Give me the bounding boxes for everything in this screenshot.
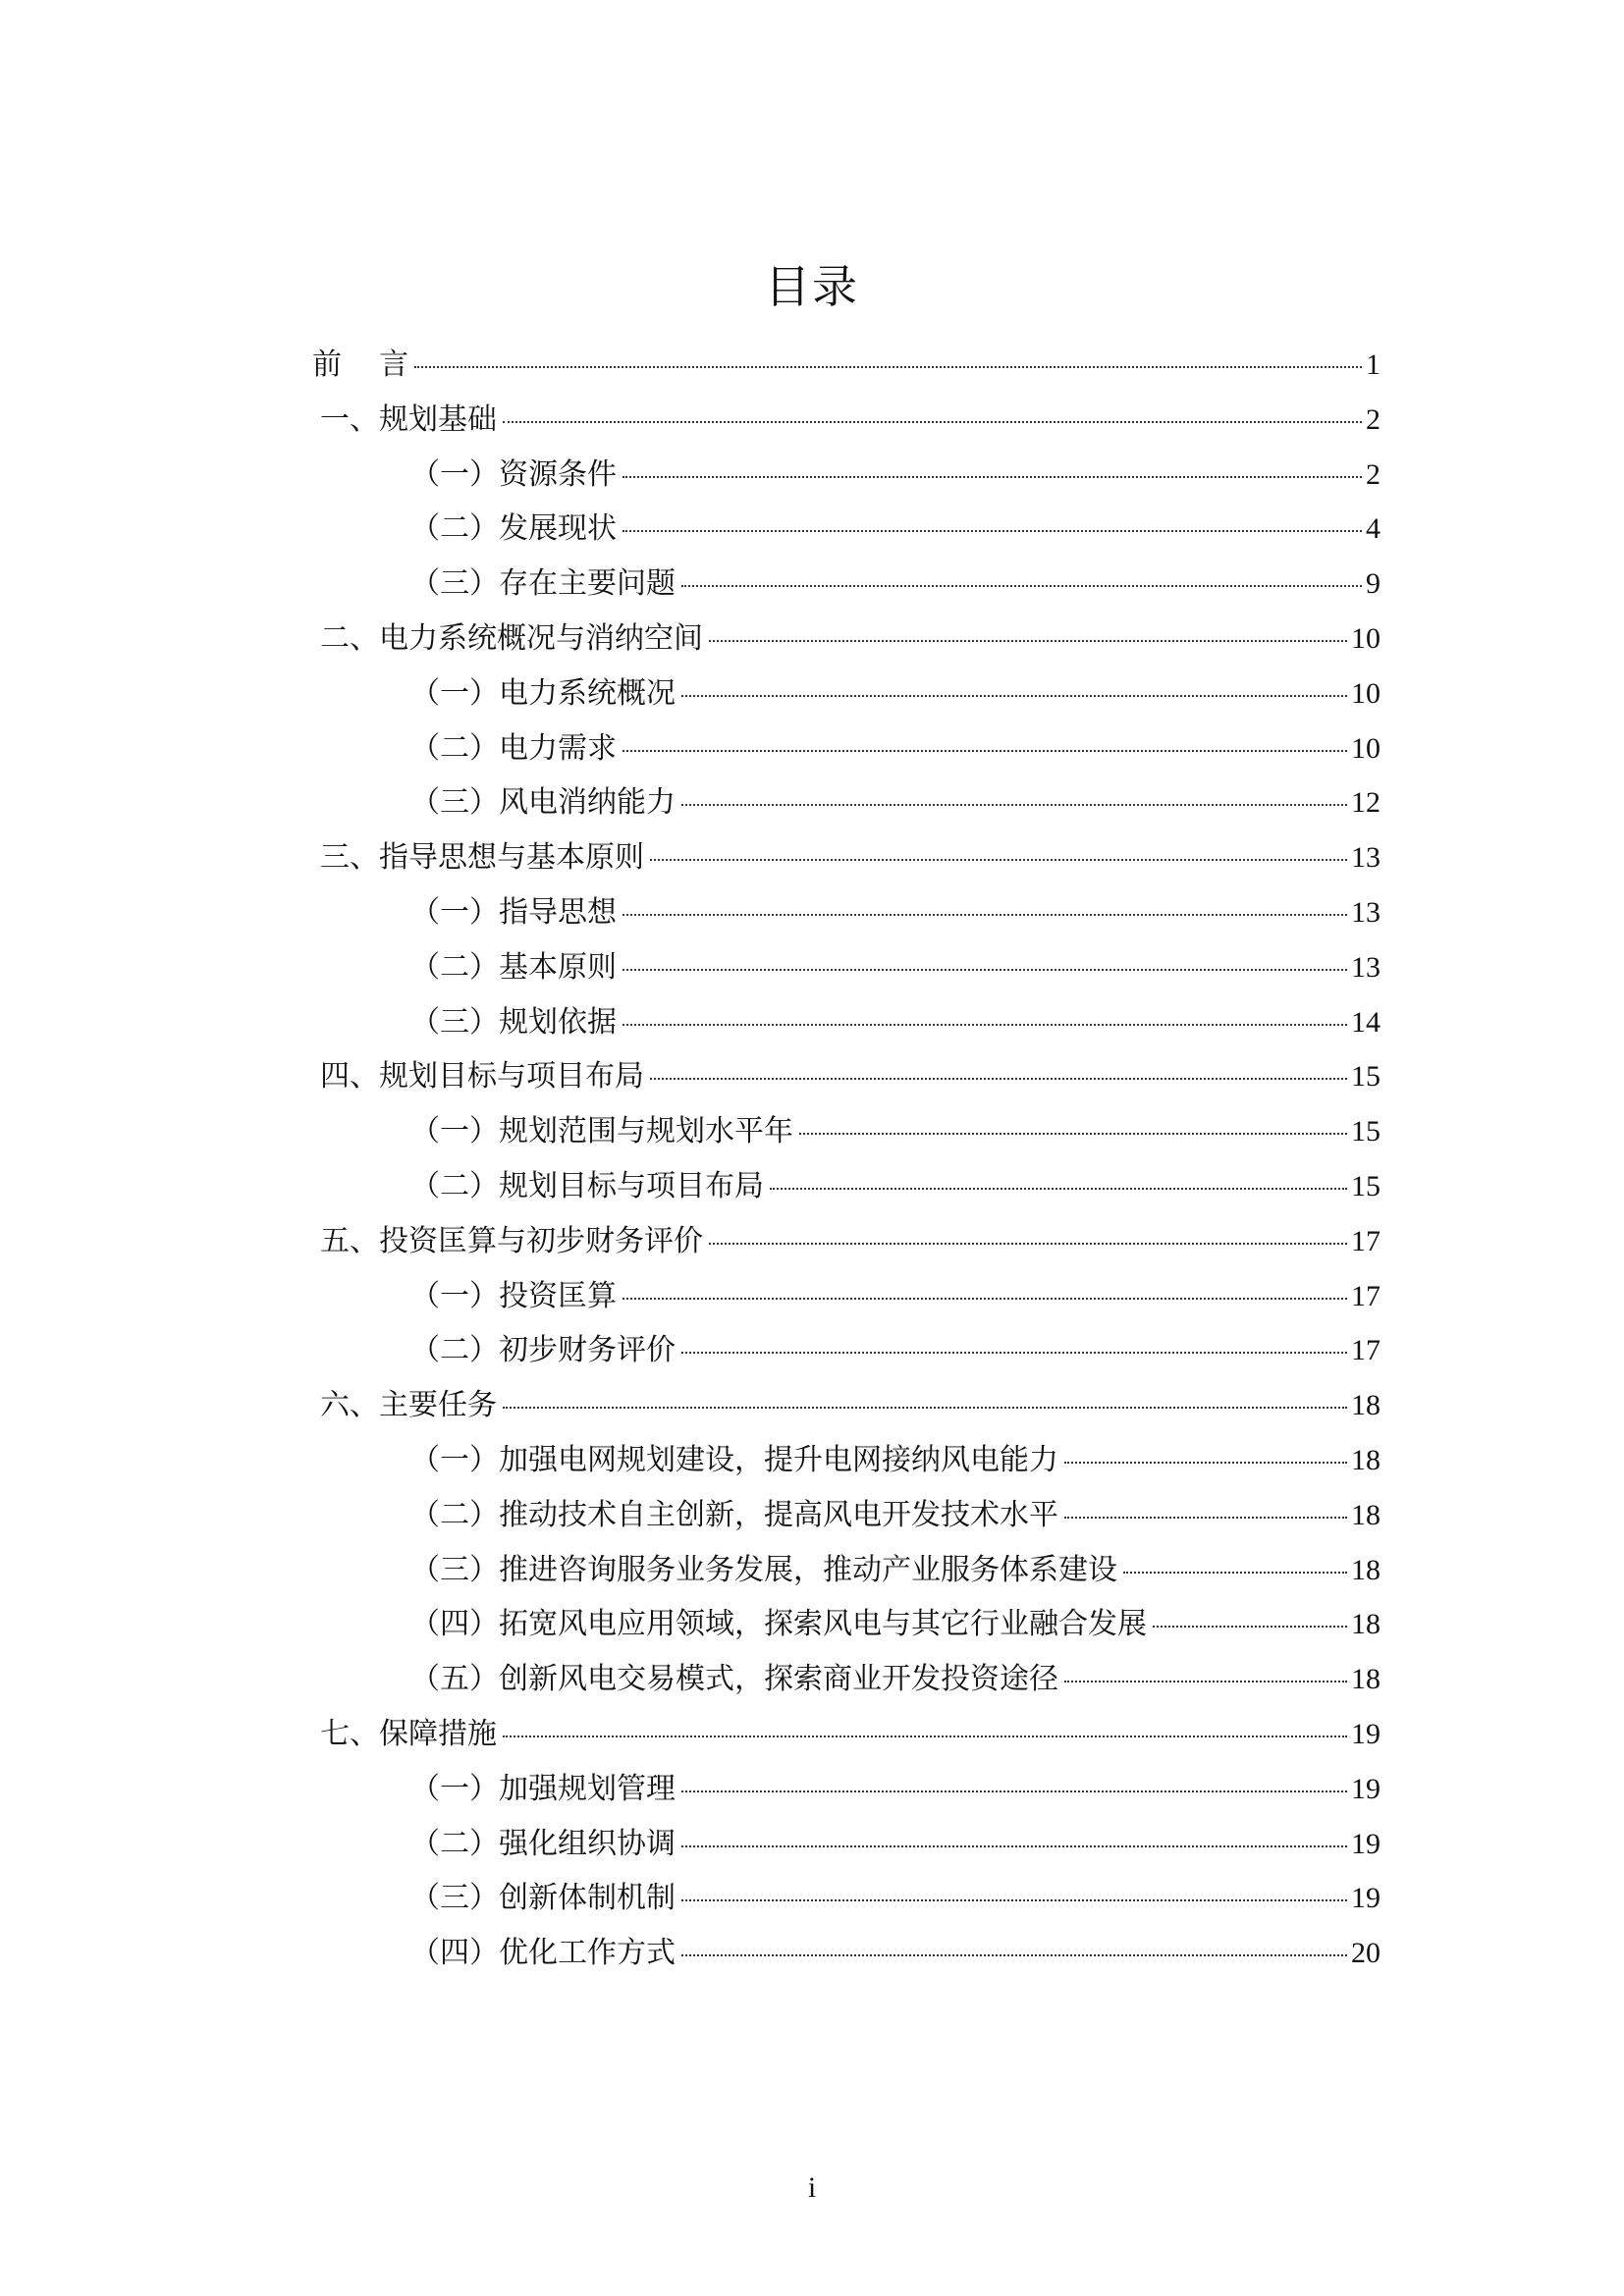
toc-entry[interactable]: [312, 1443, 1380, 1498]
toc-entry-title: （一）规划范围与规划水平年: [410, 1114, 793, 1149]
toc-entry-title: （三）存在主要问题: [410, 566, 676, 602]
toc-dot-leader: [709, 1243, 1347, 1245]
toc-entry[interactable]: [312, 1388, 1380, 1443]
toc-entry-title: 五、投资匡算与初步财务评价: [320, 1223, 703, 1258]
toc-entry[interactable]: [312, 1553, 1380, 1608]
toc-dot-leader: [503, 1735, 1347, 1737]
toc-entry-page: 18: [1351, 1608, 1380, 1641]
toc-entry-page: 1: [1366, 348, 1380, 381]
toc-dot-leader: [1064, 1681, 1347, 1682]
toc-dot-leader: [681, 585, 1362, 587]
toc-entry-title: 四、规划目标与项目布局: [320, 1059, 644, 1095]
toc-dot-leader: [1123, 1572, 1347, 1574]
toc-entry-title: （三）风电消纳能力: [410, 785, 676, 821]
toc-entry-title: （二）发展现状: [410, 511, 617, 547]
toc-entry-page: 13: [1351, 841, 1380, 875]
page-title: 目录: [765, 260, 859, 313]
toc-entry-page: 18: [1351, 1498, 1380, 1531]
toc-entry-title: （二）初步财务评价: [410, 1333, 676, 1368]
toc-entry-page: 19: [1351, 1772, 1380, 1805]
table-of-contents: [312, 347, 1380, 1991]
toc-entry-title: （一）资源条件: [410, 456, 617, 492]
toc-dot-leader: [650, 1078, 1347, 1080]
toc-entry-page: 4: [1366, 512, 1380, 546]
toc-entry[interactable]: [312, 676, 1380, 731]
toc-dot-leader: [681, 1790, 1347, 1792]
toc-entry[interactable]: [312, 1881, 1380, 1936]
toc-dot-leader: [503, 1407, 1347, 1409]
toc-entry[interactable]: [312, 1498, 1380, 1553]
toc-entry-title: （二）规划目标与项目布局: [410, 1168, 764, 1203]
toc-entry-page: 10: [1351, 731, 1380, 765]
toc-entry-page: 13: [1351, 895, 1380, 929]
toc-entry[interactable]: [312, 840, 1380, 895]
toc-entry-title: （三）推进咨询服务业务发展，推动产业服务体系建设: [410, 1552, 1117, 1587]
toc-entry-page: 15: [1351, 1169, 1380, 1202]
toc-entry-title: （四）优化工作方式: [410, 1936, 676, 1971]
toc-entry-page: 15: [1351, 1060, 1380, 1094]
toc-entry[interactable]: [312, 511, 1380, 566]
toc-entry-title: （四）拓宽风电应用领域，探索风电与其它行业融合发展: [410, 1607, 1147, 1642]
toc-entry-title: （三）规划依据: [410, 1004, 617, 1040]
toc-dot-leader: [623, 969, 1347, 971]
toc-dot-leader: [623, 914, 1347, 916]
toc-entry[interactable]: [312, 785, 1380, 840]
toc-entry[interactable]: [312, 457, 1380, 512]
toc-entry-title: 七、保障措施: [320, 1716, 497, 1751]
toc-entry[interactable]: [312, 402, 1380, 457]
toc-entry-page: 18: [1351, 1443, 1380, 1476]
toc-entry-page: 18: [1351, 1553, 1380, 1586]
toc-entry-page: 13: [1351, 950, 1380, 984]
toc-entry-page: 19: [1351, 1717, 1380, 1750]
toc-dot-leader: [1153, 1626, 1347, 1628]
toc-dot-leader: [650, 859, 1347, 861]
toc-entry[interactable]: [312, 1772, 1380, 1827]
toc-entry-title: （二）推动技术自主创新，提高风电开发技术水平: [410, 1497, 1058, 1532]
toc-entry[interactable]: [312, 1662, 1380, 1717]
toc-entry[interactable]: [312, 621, 1380, 676]
toc-entry[interactable]: [312, 1005, 1380, 1060]
toc-entry-title: 一、规划基础: [320, 401, 497, 437]
toc-entry[interactable]: [312, 347, 1380, 402]
toc-entry[interactable]: [312, 1279, 1380, 1334]
toc-dot-leader: [623, 476, 1362, 478]
toc-dot-leader: [623, 530, 1362, 532]
toc-entry-page: 18: [1351, 1389, 1380, 1422]
toc-entry[interactable]: [312, 1059, 1380, 1114]
toc-entry[interactable]: [312, 1607, 1380, 1662]
toc-entry[interactable]: [312, 566, 1380, 621]
toc-entry[interactable]: [312, 1114, 1380, 1169]
toc-entry-title: （一）加强规划管理: [410, 1771, 676, 1806]
toc-entry-page: 14: [1351, 1005, 1380, 1039]
toc-entry-title: 前 言: [312, 347, 409, 382]
toc-entry-page: 10: [1351, 621, 1380, 655]
toc-entry-page: 20: [1351, 1937, 1380, 1970]
toc-entry-page: 15: [1351, 1115, 1380, 1148]
toc-entry-page: 9: [1366, 567, 1380, 601]
toc-dot-leader: [681, 1899, 1347, 1901]
toc-entry[interactable]: [312, 1717, 1380, 1772]
toc-entry[interactable]: [312, 950, 1380, 1005]
toc-entry[interactable]: [312, 895, 1380, 950]
toc-entry-title: （一）加强电网规划建设，提升电网接纳风电能力: [410, 1442, 1058, 1477]
toc-dot-leader: [709, 640, 1347, 642]
toc-entry[interactable]: [312, 1333, 1380, 1388]
toc-dot-leader: [681, 804, 1347, 806]
toc-entry-title: 六、主要任务: [320, 1388, 497, 1423]
toc-entry-title: 三、指导思想与基本原则: [320, 840, 644, 876]
toc-entry-title: （二）基本原则: [410, 949, 617, 985]
toc-entry-page: 19: [1351, 1882, 1380, 1915]
toc-dot-leader: [681, 1954, 1347, 1956]
toc-dot-leader: [1064, 1462, 1347, 1464]
toc-entry-page: 17: [1351, 1224, 1380, 1257]
toc-entry-page: 12: [1351, 786, 1380, 820]
toc-entry-page: 17: [1351, 1279, 1380, 1312]
toc-dot-leader: [681, 1845, 1347, 1847]
toc-entry-page: 18: [1351, 1663, 1380, 1696]
toc-entry-title: （二）强化组织协调: [410, 1826, 676, 1861]
toc-dot-leader: [799, 1133, 1347, 1135]
toc-entry[interactable]: [312, 1224, 1380, 1279]
toc-entry-page: 2: [1366, 457, 1380, 491]
toc-entry-page: 19: [1351, 1827, 1380, 1860]
toc-entry-title: （三）创新体制机制: [410, 1881, 676, 1916]
toc-entry-page: 10: [1351, 676, 1380, 710]
toc-dot-leader: [414, 366, 1362, 368]
toc-dot-leader: [503, 421, 1362, 423]
toc-entry-page: 2: [1366, 402, 1380, 436]
toc-entry-title: 二、电力系统概况与消纳空间: [320, 620, 703, 656]
toc-entry-title: （五）创新风电交易模式，探索商业开发投资途径: [410, 1662, 1058, 1697]
toc-dot-leader: [623, 750, 1347, 752]
toc-dot-leader: [770, 1188, 1347, 1190]
toc-dot-leader: [1064, 1517, 1347, 1519]
toc-entry[interactable]: [312, 1169, 1380, 1224]
toc-dot-leader: [623, 1298, 1347, 1300]
toc-entry-title: （一）电力系统概况: [410, 675, 676, 711]
toc-entry-title: （二）电力需求: [410, 730, 617, 766]
toc-entry-page: 17: [1351, 1334, 1380, 1367]
toc-entry[interactable]: [312, 1936, 1380, 1991]
page-number: i: [807, 2171, 817, 2204]
toc-dot-leader: [681, 695, 1347, 697]
toc-entry-title: （一）投资匡算: [410, 1278, 617, 1313]
toc-entry[interactable]: [312, 1827, 1380, 1882]
toc-entry-title: （一）指导思想: [410, 894, 617, 930]
toc-dot-leader: [623, 1024, 1347, 1026]
toc-dot-leader: [681, 1352, 1347, 1354]
toc-entry[interactable]: [312, 731, 1380, 786]
